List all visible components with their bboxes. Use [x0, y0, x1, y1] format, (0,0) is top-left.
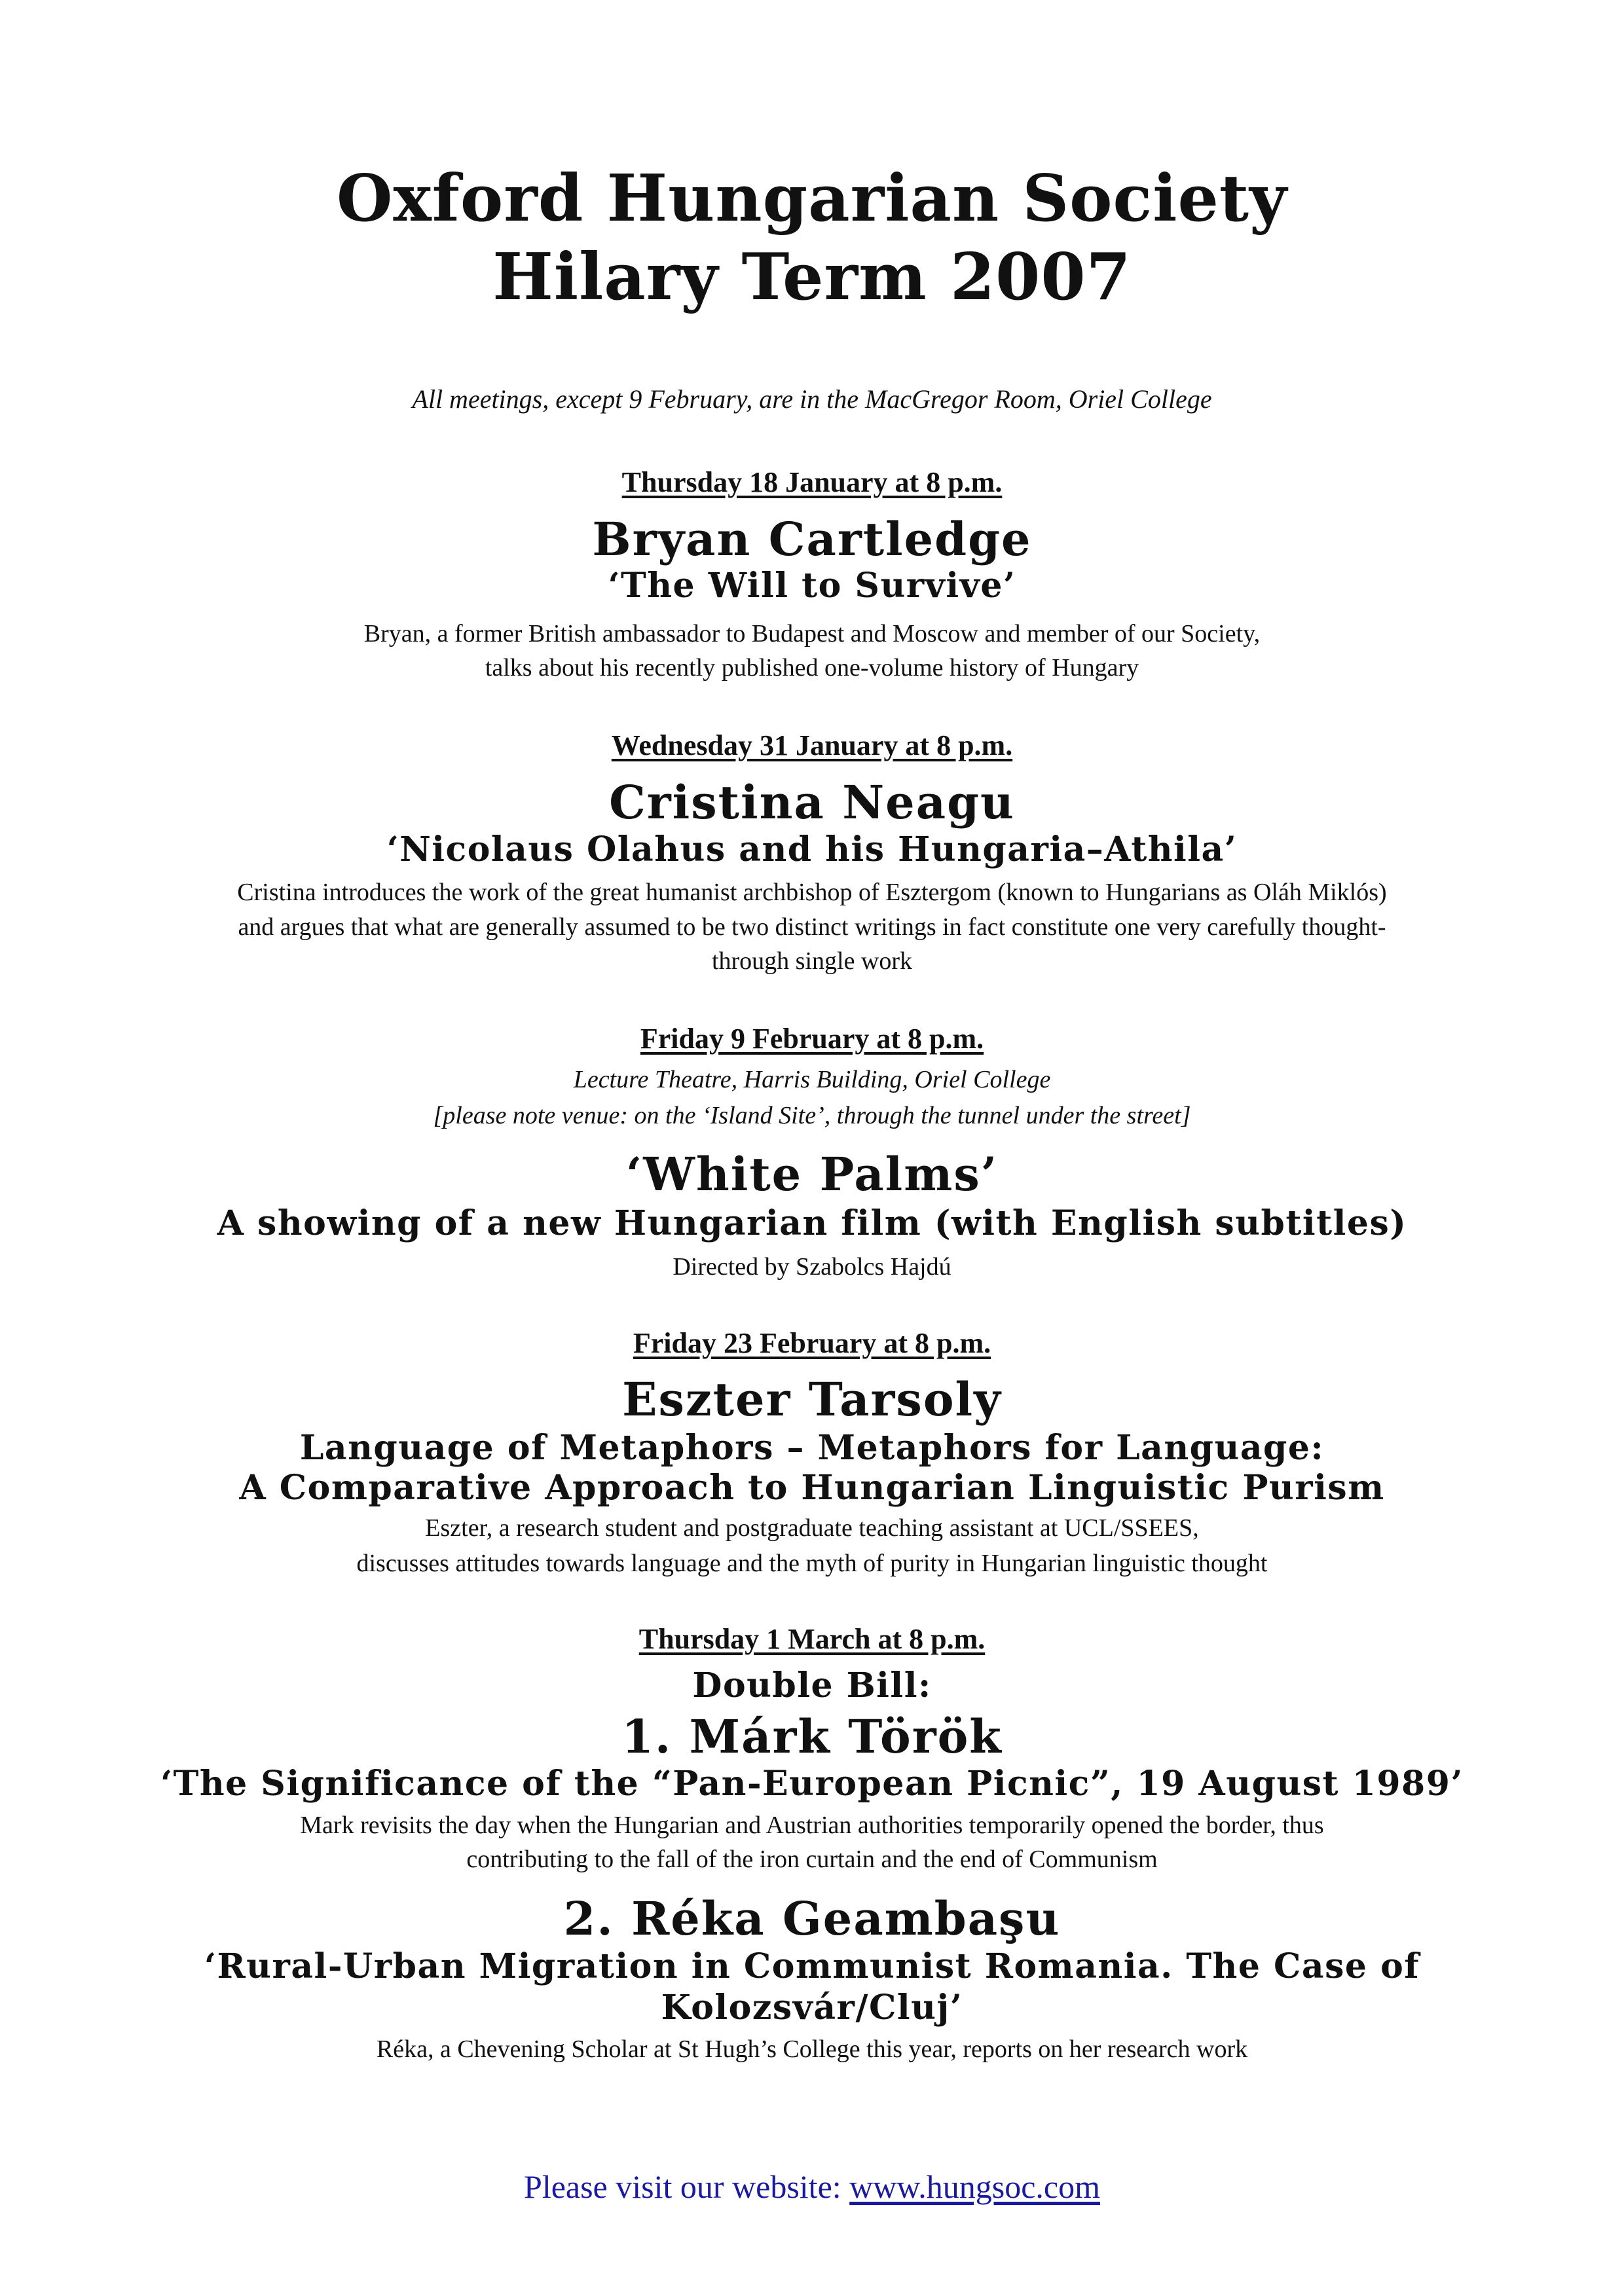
event-2-title: ‘Nicolaus Olahus and his Hungaria–Athila’: [386, 829, 1238, 869]
event-5-label: Double Bill:: [692, 1666, 932, 1705]
event-3-description: Directed by Szabolcs Hajdú: [673, 1253, 951, 1281]
event-2-speaker: Cristina Neagu: [609, 775, 1015, 829]
event-3-venue-line: [please note venue: on the ‘Island Site’, through the tunnel under the street]: [433, 1102, 1191, 1129]
venue-note: All meetings, except 9 February, are in the MacGregor Room, Oriel College: [412, 384, 1212, 414]
event-4-title-line: A Comparative Approach to Hungarian Linguistic Purism: [239, 1468, 1385, 1508]
event-5-part-1-description-line: Mark revisits the day when the Hungarian and Austrian authorities temporarily opened the border, thus: [300, 1812, 1324, 1839]
term-title: Hilary Term 2007: [492, 240, 1132, 315]
event-5-date: Thursday 1 March at 8 p.m.: [638, 1623, 986, 1655]
event-1-description-line: talks about his recently published one-volume history of Hungary: [485, 654, 1139, 682]
event-5-part-2-title-line: Kolozsvár/Cluj’: [661, 1988, 963, 2028]
website-prefix: Please visit our website:: [524, 2168, 841, 2205]
event-4-description-line: Eszter, a research student and postgraduate teaching assistant at UCL/SSEES,: [425, 1514, 1199, 1542]
event-1-speaker: Bryan Cartledge: [592, 512, 1032, 566]
event-4-title-line: Language of Metaphors – Metaphors for Language:: [299, 1428, 1325, 1468]
event-1-description-line: Bryan, a former British ambassador to Budapest and Moscow and member of our Society,: [363, 620, 1261, 647]
event-4-date: Friday 23 February at 8 p.m.: [633, 1327, 991, 1359]
event-5-part-1-description-line: contributing to the fall of the iron curtain and the end of Communism: [466, 1846, 1158, 1873]
event-3-venue-line: Lecture Theatre, Harris Building, Oriel College: [573, 1066, 1051, 1093]
event-4-description-line: discusses attitudes towards language and the myth of purity in Hungarian linguistic thought: [356, 1550, 1268, 1577]
event-5-part-1-speaker: 1. Márk Török: [621, 1709, 1003, 1764]
event-5-part-2-title-line: ‘Rural-Urban Migration in Communist Romania. The Case of: [204, 1946, 1420, 1986]
event-3-subtitle: A showing of a new Hungarian film (with English subtitles): [217, 1203, 1407, 1243]
event-1-date: Thursday 18 January at 8 p.m.: [621, 466, 1003, 498]
event-1-title: ‘The Will to Survive’: [608, 566, 1016, 606]
event-3-film-title: ‘White Palms’: [625, 1147, 999, 1201]
event-2-date: Wednesday 31 January at 8 p.m.: [611, 729, 1013, 761]
event-2-description-line: through single work: [711, 947, 913, 975]
event-3-date: Friday 9 February at 8 p.m.: [640, 1023, 984, 1055]
event-5-part-2-description: Réka, a Chevening Scholar at St Hugh’s College this year, reports on her research work: [376, 2035, 1248, 2063]
website-footer: [79, 2167, 1545, 2206]
event-5-part-2-speaker: 2. Réka Geambaşu: [563, 1891, 1061, 1946]
event-5-part-1-title: ‘The Significance of the “Pan-European Picnic”, 19 August 1989’: [160, 1764, 1464, 1804]
event-2-description-line: and argues that what are generally assumed to be two distinct writings in fact constitute one very carefully thought-: [238, 913, 1386, 941]
event-4-speaker: Eszter Tarsoly: [622, 1372, 1002, 1427]
website-link[interactable]: www.hungsoc.com: [849, 2168, 1100, 2205]
society-title: Oxford Hungarian Society: [336, 161, 1288, 236]
event-2-description-line: Cristina introduces the work of the great humanist archbishop of Esztergom (known to Hungarians as Oláh Miklós): [237, 879, 1387, 906]
